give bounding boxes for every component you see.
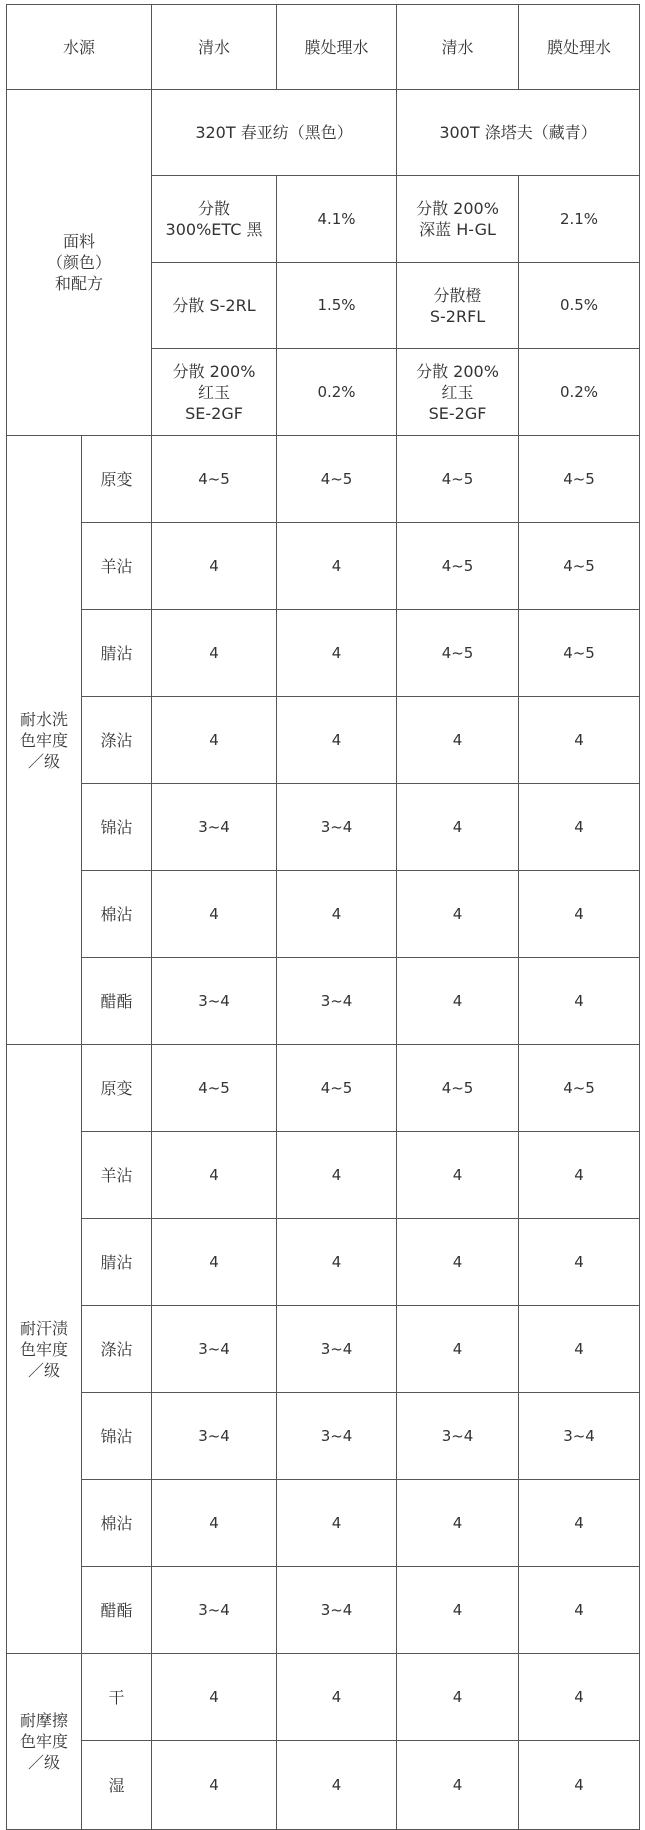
grade-cell: 4~5 bbox=[152, 436, 277, 523]
row-label: 原变 bbox=[82, 1045, 152, 1132]
row-label: 腈沾 bbox=[82, 610, 152, 697]
grade-cell: 4 bbox=[152, 871, 277, 958]
column-header: 清水 bbox=[152, 5, 277, 90]
grade-cell: 4 bbox=[277, 1741, 397, 1830]
fabric-group-label: 面料 （颜色） 和配方 bbox=[7, 90, 152, 436]
washing-row bbox=[7, 697, 640, 784]
grade-cell: 4 bbox=[277, 1132, 397, 1219]
row-label: 涤沾 bbox=[82, 1306, 152, 1393]
grade-cell: 3~4 bbox=[152, 784, 277, 871]
grade-cell: 4~5 bbox=[519, 436, 640, 523]
grade-cell: 4 bbox=[397, 1219, 519, 1306]
perspiration-row bbox=[7, 1393, 640, 1480]
grade-cell: 3~4 bbox=[152, 1393, 277, 1480]
dye-amount: 1.5% bbox=[277, 263, 397, 349]
grade-cell: 3~4 bbox=[519, 1393, 640, 1480]
dye-name: 分散 200% 深蓝 H-GL bbox=[397, 176, 519, 263]
grade-cell: 4 bbox=[277, 1480, 397, 1567]
washing-row bbox=[7, 610, 640, 697]
grade-cell: 3~4 bbox=[152, 1306, 277, 1393]
grade-cell: 4 bbox=[397, 1654, 519, 1741]
washing-row bbox=[7, 436, 640, 523]
washing-group-label: 耐水洗 色牢度 ／级 bbox=[7, 436, 82, 1045]
grade-cell: 4 bbox=[277, 1219, 397, 1306]
grade-cell: 4 bbox=[519, 1219, 640, 1306]
perspiration-row bbox=[7, 1045, 640, 1132]
grade-cell: 4 bbox=[397, 784, 519, 871]
grade-cell: 4~5 bbox=[519, 1045, 640, 1132]
perspiration-row bbox=[7, 1567, 640, 1654]
dye-name: 分散 200% 红玉 SE-2GF bbox=[397, 349, 519, 436]
grade-cell: 3~4 bbox=[277, 958, 397, 1045]
grade-cell: 4 bbox=[152, 1480, 277, 1567]
rubbing-group-label: 耐摩擦 色牢度 ／级 bbox=[7, 1654, 82, 1830]
header-row bbox=[7, 5, 640, 90]
grade-cell: 3~4 bbox=[152, 958, 277, 1045]
grade-cell: 4 bbox=[519, 871, 640, 958]
fastness-table bbox=[6, 4, 640, 1830]
perspiration-group-label: 耐汗渍 色牢度 ／级 bbox=[7, 1045, 82, 1654]
grade-cell: 4 bbox=[277, 610, 397, 697]
grade-cell: 4~5 bbox=[397, 1045, 519, 1132]
row-label: 涤沾 bbox=[82, 697, 152, 784]
dye-amount: 0.5% bbox=[519, 263, 640, 349]
grade-cell: 3~4 bbox=[277, 1393, 397, 1480]
grade-cell: 4~5 bbox=[397, 436, 519, 523]
grade-cell: 4~5 bbox=[519, 610, 640, 697]
grade-cell: 4 bbox=[152, 523, 277, 610]
perspiration-row bbox=[7, 1132, 640, 1219]
grade-cell: 4 bbox=[397, 1132, 519, 1219]
grade-cell: 4 bbox=[519, 1741, 640, 1830]
fabric-name-row bbox=[7, 90, 640, 176]
grade-cell: 4 bbox=[277, 1654, 397, 1741]
dye-amount: 0.2% bbox=[277, 349, 397, 436]
row-label: 棉沾 bbox=[82, 871, 152, 958]
washing-row bbox=[7, 871, 640, 958]
column-header: 膜处理水 bbox=[277, 5, 397, 90]
grade-cell: 4 bbox=[277, 697, 397, 784]
row-label: 锦沾 bbox=[82, 784, 152, 871]
grade-cell: 4 bbox=[519, 1654, 640, 1741]
grade-cell: 4~5 bbox=[519, 523, 640, 610]
grade-cell: 4 bbox=[397, 1567, 519, 1654]
rubbing-row bbox=[7, 1741, 640, 1830]
grade-cell: 4~5 bbox=[397, 523, 519, 610]
dye-amount: 0.2% bbox=[519, 349, 640, 436]
grade-cell: 4 bbox=[519, 1567, 640, 1654]
grade-cell: 4 bbox=[152, 1654, 277, 1741]
row-label: 醋酯 bbox=[82, 1567, 152, 1654]
grade-cell: 3~4 bbox=[277, 1567, 397, 1654]
row-label: 锦沾 bbox=[82, 1393, 152, 1480]
grade-cell: 4 bbox=[152, 1219, 277, 1306]
water-source-header: 水源 bbox=[7, 5, 152, 90]
fabric-name: 300T 涤塔夫（藏青） bbox=[397, 90, 640, 176]
grade-cell: 4 bbox=[519, 1480, 640, 1567]
grade-cell: 4 bbox=[152, 610, 277, 697]
grade-cell: 3~4 bbox=[277, 1306, 397, 1393]
grade-cell: 4 bbox=[519, 1132, 640, 1219]
washing-row bbox=[7, 784, 640, 871]
grade-cell: 4~5 bbox=[397, 610, 519, 697]
grade-cell: 4 bbox=[519, 958, 640, 1045]
dye-name: 分散 200% 红玉 SE-2GF bbox=[152, 349, 277, 436]
rubbing-row bbox=[7, 1654, 640, 1741]
grade-cell: 4 bbox=[397, 697, 519, 784]
grade-cell: 4~5 bbox=[277, 436, 397, 523]
perspiration-row bbox=[7, 1480, 640, 1567]
perspiration-row bbox=[7, 1306, 640, 1393]
grade-cell: 4 bbox=[152, 1132, 277, 1219]
perspiration-row bbox=[7, 1219, 640, 1306]
grade-cell: 4 bbox=[397, 1480, 519, 1567]
row-label: 原变 bbox=[82, 436, 152, 523]
washing-row bbox=[7, 958, 640, 1045]
grade-cell: 4~5 bbox=[277, 1045, 397, 1132]
dye-amount: 2.1% bbox=[519, 176, 640, 263]
grade-cell: 4 bbox=[519, 784, 640, 871]
grade-cell: 3~4 bbox=[277, 784, 397, 871]
grade-cell: 4 bbox=[277, 523, 397, 610]
grade-cell: 4 bbox=[519, 697, 640, 784]
row-label: 羊沾 bbox=[82, 523, 152, 610]
grade-cell: 4 bbox=[397, 958, 519, 1045]
grade-cell: 3~4 bbox=[152, 1567, 277, 1654]
column-header: 清水 bbox=[397, 5, 519, 90]
fabric-name: 320T 春亚纺（黑色） bbox=[152, 90, 397, 176]
grade-cell: 4 bbox=[152, 697, 277, 784]
grade-cell: 4 bbox=[277, 871, 397, 958]
grade-cell: 4~5 bbox=[152, 1045, 277, 1132]
row-label: 羊沾 bbox=[82, 1132, 152, 1219]
dye-name: 分散 300%ETC 黑 bbox=[152, 176, 277, 263]
grade-cell: 4 bbox=[397, 1306, 519, 1393]
washing-row bbox=[7, 523, 640, 610]
column-header: 膜处理水 bbox=[519, 5, 640, 90]
row-label: 湿 bbox=[82, 1741, 152, 1830]
grade-cell: 4 bbox=[397, 871, 519, 958]
row-label: 干 bbox=[82, 1654, 152, 1741]
row-label: 腈沾 bbox=[82, 1219, 152, 1306]
dye-name: 分散橙 S-2RFL bbox=[397, 263, 519, 349]
grade-cell: 3~4 bbox=[397, 1393, 519, 1480]
row-label: 棉沾 bbox=[82, 1480, 152, 1567]
grade-cell: 4 bbox=[152, 1741, 277, 1830]
grade-cell: 4 bbox=[397, 1741, 519, 1830]
dye-amount: 4.1% bbox=[277, 176, 397, 263]
grade-cell: 4 bbox=[519, 1306, 640, 1393]
row-label: 醋酯 bbox=[82, 958, 152, 1045]
dye-name: 分散 S-2RL bbox=[152, 263, 277, 349]
